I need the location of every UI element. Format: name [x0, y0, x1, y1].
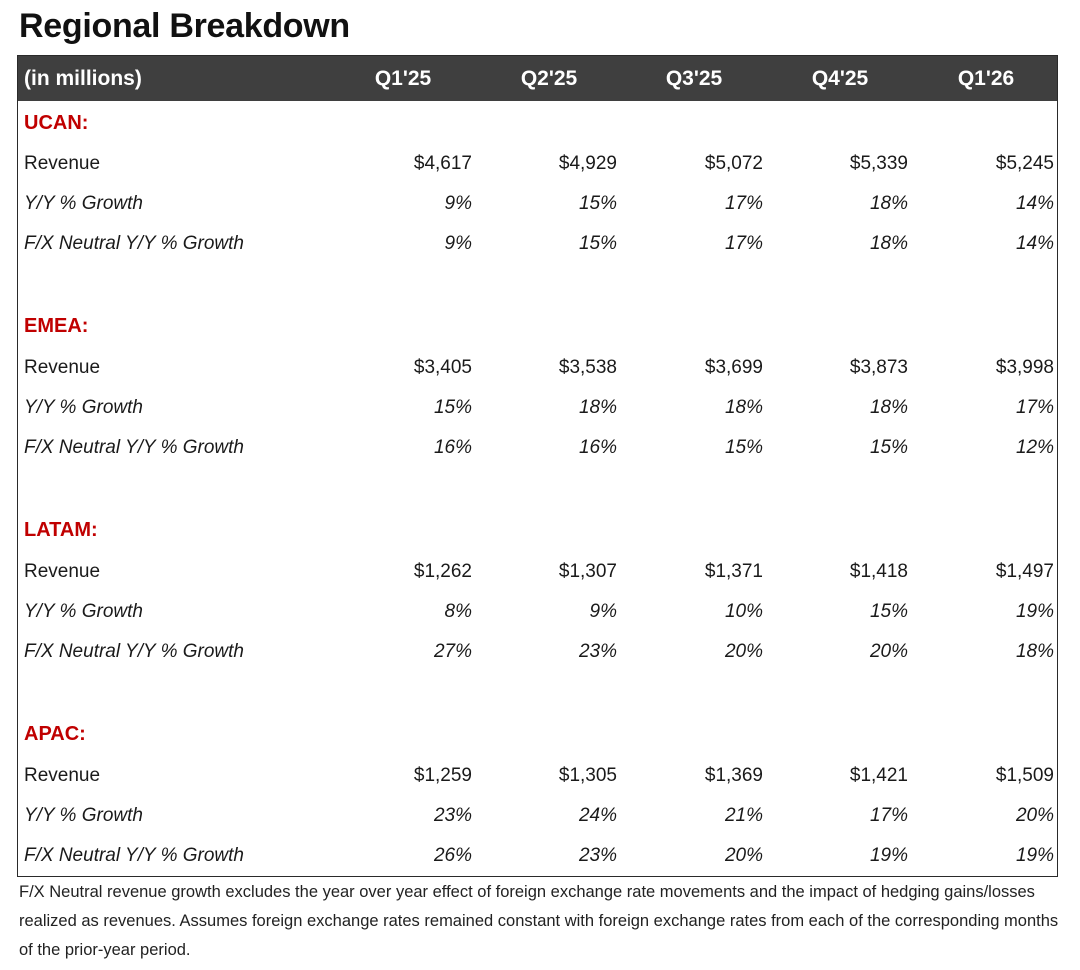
header-label: (in millions) [24, 67, 142, 90]
row-label: F/X Neutral Y/Y % Growth [24, 233, 244, 254]
cell-value: 18% [578, 397, 617, 418]
cell-value: $3,405 [413, 357, 472, 378]
cell-value: 18% [869, 193, 908, 214]
cell-value: $5,072 [704, 153, 763, 174]
cell-value: $4,929 [558, 153, 617, 174]
cell-value: 12% [1015, 437, 1054, 458]
table-row [18, 552, 1057, 592]
row-label: F/X Neutral Y/Y % Growth [24, 845, 244, 866]
cell-value: $3,873 [849, 357, 908, 378]
cell-value: 9% [444, 193, 472, 214]
table-header-row [18, 56, 1057, 101]
cell-value: 23% [578, 845, 617, 866]
cell-value: 20% [1015, 805, 1054, 826]
row-label: Y/Y % Growth [24, 397, 143, 418]
cell-value: 19% [1015, 601, 1054, 622]
table-row [18, 756, 1057, 796]
header-q3-25: Q3'25 [665, 67, 723, 90]
cell-value: 20% [724, 641, 763, 662]
region-title-latam: LATAM: [24, 519, 98, 541]
cell-value: 24% [578, 805, 617, 826]
table-row [18, 592, 1057, 632]
cell-value: $3,538 [558, 357, 617, 378]
cell-value: 20% [869, 641, 908, 662]
cell-value: 17% [1015, 397, 1054, 418]
cell-value: 23% [433, 805, 472, 826]
cell-value: $5,245 [995, 153, 1054, 174]
row-label: Y/Y % Growth [24, 601, 143, 622]
cell-value: $1,371 [704, 561, 763, 582]
cell-value: $1,369 [704, 765, 763, 786]
cell-value: 26% [433, 845, 472, 866]
table-row [18, 348, 1057, 388]
cell-value: $1,418 [849, 561, 908, 582]
row-label: Revenue [24, 765, 101, 786]
row-label: Revenue [24, 561, 101, 582]
footnote: F/X Neutral revenue growth excludes the year over year effect of foreign exchange rate movements and the impact of hedging gains/losses realized as revenues. Assumes foreign exchange rates remained constant with foreign exchange rates from each of the corresponding months of the prior-year period. [19, 883, 1059, 959]
table-row [18, 796, 1057, 836]
cell-value: 15% [578, 233, 617, 254]
cell-value: $1,307 [558, 561, 617, 582]
row-label: Revenue [24, 153, 101, 174]
cell-value: 10% [724, 601, 763, 622]
cell-value: 15% [869, 437, 908, 458]
header-q1-25: Q1'25 [374, 67, 432, 90]
row-label: Revenue [24, 357, 101, 378]
row-label: F/X Neutral Y/Y % Growth [24, 641, 244, 662]
table-row [18, 144, 1057, 184]
page-title: Regional Breakdown [19, 7, 350, 45]
cell-value: 9% [444, 233, 472, 254]
cell-value: $1,497 [995, 561, 1054, 582]
cell-value: 18% [1015, 641, 1054, 662]
header-q4-25: Q4'25 [811, 67, 869, 90]
table-row [18, 388, 1057, 428]
cell-value: 18% [724, 397, 763, 418]
cell-value: 18% [869, 397, 908, 418]
cell-value: 15% [433, 397, 472, 418]
cell-value: $1,262 [413, 561, 472, 582]
cell-value: $4,617 [413, 153, 472, 174]
header-q2-25: Q2'25 [520, 67, 578, 90]
cell-value: $1,259 [413, 765, 472, 786]
cell-value: 19% [1015, 845, 1054, 866]
header-q1-26: Q1'26 [957, 67, 1015, 90]
cell-value: $3,699 [704, 357, 763, 378]
table-row [18, 632, 1057, 672]
row-label: Y/Y % Growth [24, 805, 143, 826]
table-row [18, 224, 1057, 264]
cell-value: 20% [724, 845, 763, 866]
cell-value: 23% [578, 641, 617, 662]
row-label: Y/Y % Growth [24, 193, 143, 214]
region-title-emea: EMEA: [24, 315, 89, 337]
cell-value: $1,305 [558, 765, 617, 786]
cell-value: 9% [589, 601, 617, 622]
cell-value: 15% [869, 601, 908, 622]
regional-table [17, 55, 1058, 877]
table-row [18, 428, 1057, 468]
cell-value: 21% [724, 805, 763, 826]
cell-value: $1,421 [849, 765, 908, 786]
cell-value: 14% [1015, 193, 1054, 214]
cell-value: 8% [444, 601, 472, 622]
row-label: F/X Neutral Y/Y % Growth [24, 437, 244, 458]
cell-value: 19% [869, 845, 908, 866]
region-title-apac: APAC: [24, 723, 86, 745]
table-row [18, 184, 1057, 224]
cell-value: $3,998 [995, 357, 1054, 378]
cell-value: 17% [869, 805, 908, 826]
cell-value: 27% [433, 641, 472, 662]
cell-value: 15% [724, 437, 763, 458]
cell-value: 14% [1015, 233, 1054, 254]
cell-value: 16% [578, 437, 617, 458]
cell-value: $1,509 [995, 765, 1054, 786]
cell-value: 17% [724, 233, 763, 254]
cell-value: 15% [578, 193, 617, 214]
cell-value: 17% [724, 193, 763, 214]
cell-value: 18% [869, 233, 908, 254]
region-title-ucan: UCAN: [24, 112, 89, 134]
cell-value: 16% [433, 437, 472, 458]
table-row [18, 836, 1057, 876]
cell-value: $5,339 [849, 153, 908, 174]
